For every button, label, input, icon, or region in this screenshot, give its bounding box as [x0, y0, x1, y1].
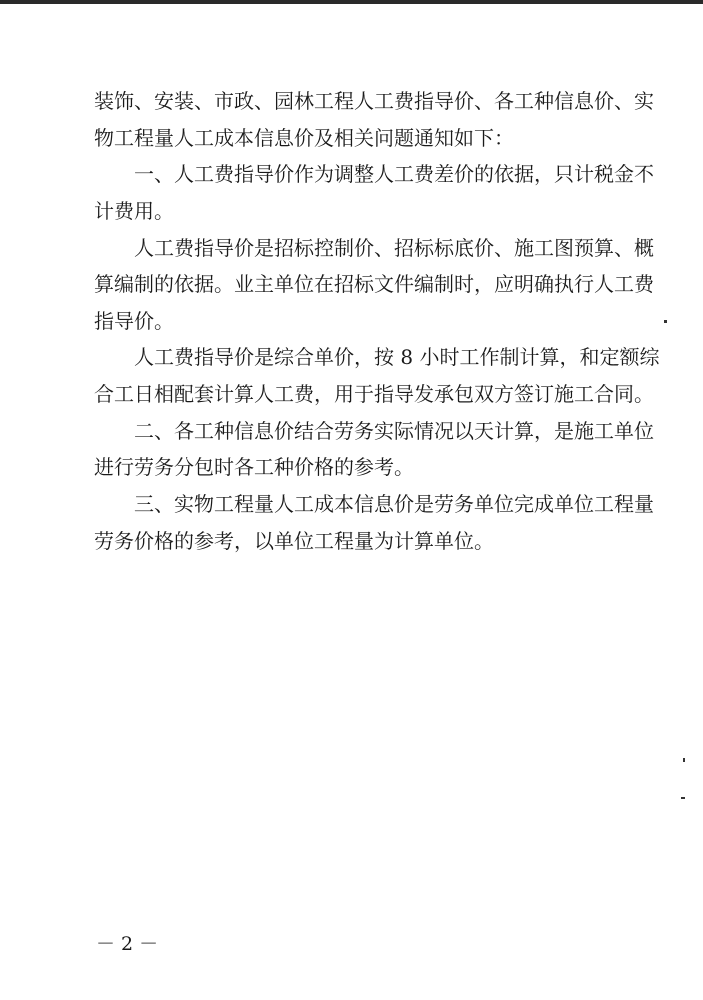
text-line-8: 人工费指导价是综合单价，按 8 小时工作制计算，和定额综: [134, 345, 660, 369]
text-line-4: 计费用。: [94, 199, 174, 223]
text-line-11: 进行劳务分包时各工种价格的参考。: [94, 455, 414, 479]
text-line-2: 物工程量人工成本信息价及相关问题通知如下：: [94, 126, 514, 150]
text-line-10: 二、各工种信息价结合劳务实际情况以天计算，是施工单位: [134, 419, 654, 443]
scan-top-edge: [0, 0, 703, 4]
text-line-13: 劳务价格的参考，以单位工程量为计算单位。: [94, 529, 494, 553]
text-line-12: 三、实物工程量人工成本信息价是劳务单位完成单位工程量: [134, 492, 654, 516]
text-line-5: 人工费指导价是招标控制价、招标标底价、施工图预算、概: [134, 236, 654, 260]
scan-speck: [683, 758, 685, 762]
text-line-3: 一、人工费指导价作为调整人工费差价的依据，只计税金不: [134, 162, 654, 186]
page-number: － 2 －: [96, 933, 159, 955]
text-line-9: 合工日相配套计算人工费，用于指导发承包双方签订施工合同。: [94, 382, 654, 406]
scan-speck: [681, 797, 685, 799]
text-line-6: 算编制的依据。业主单位在招标文件编制时，应明确执行人工费: [94, 272, 654, 296]
text-line-1: 装饰、安装、市政、园林工程人工费指导价、各工种信息价、实: [94, 89, 654, 113]
scan-speck: [664, 320, 667, 323]
text-line-7: 指导价。: [94, 309, 174, 333]
